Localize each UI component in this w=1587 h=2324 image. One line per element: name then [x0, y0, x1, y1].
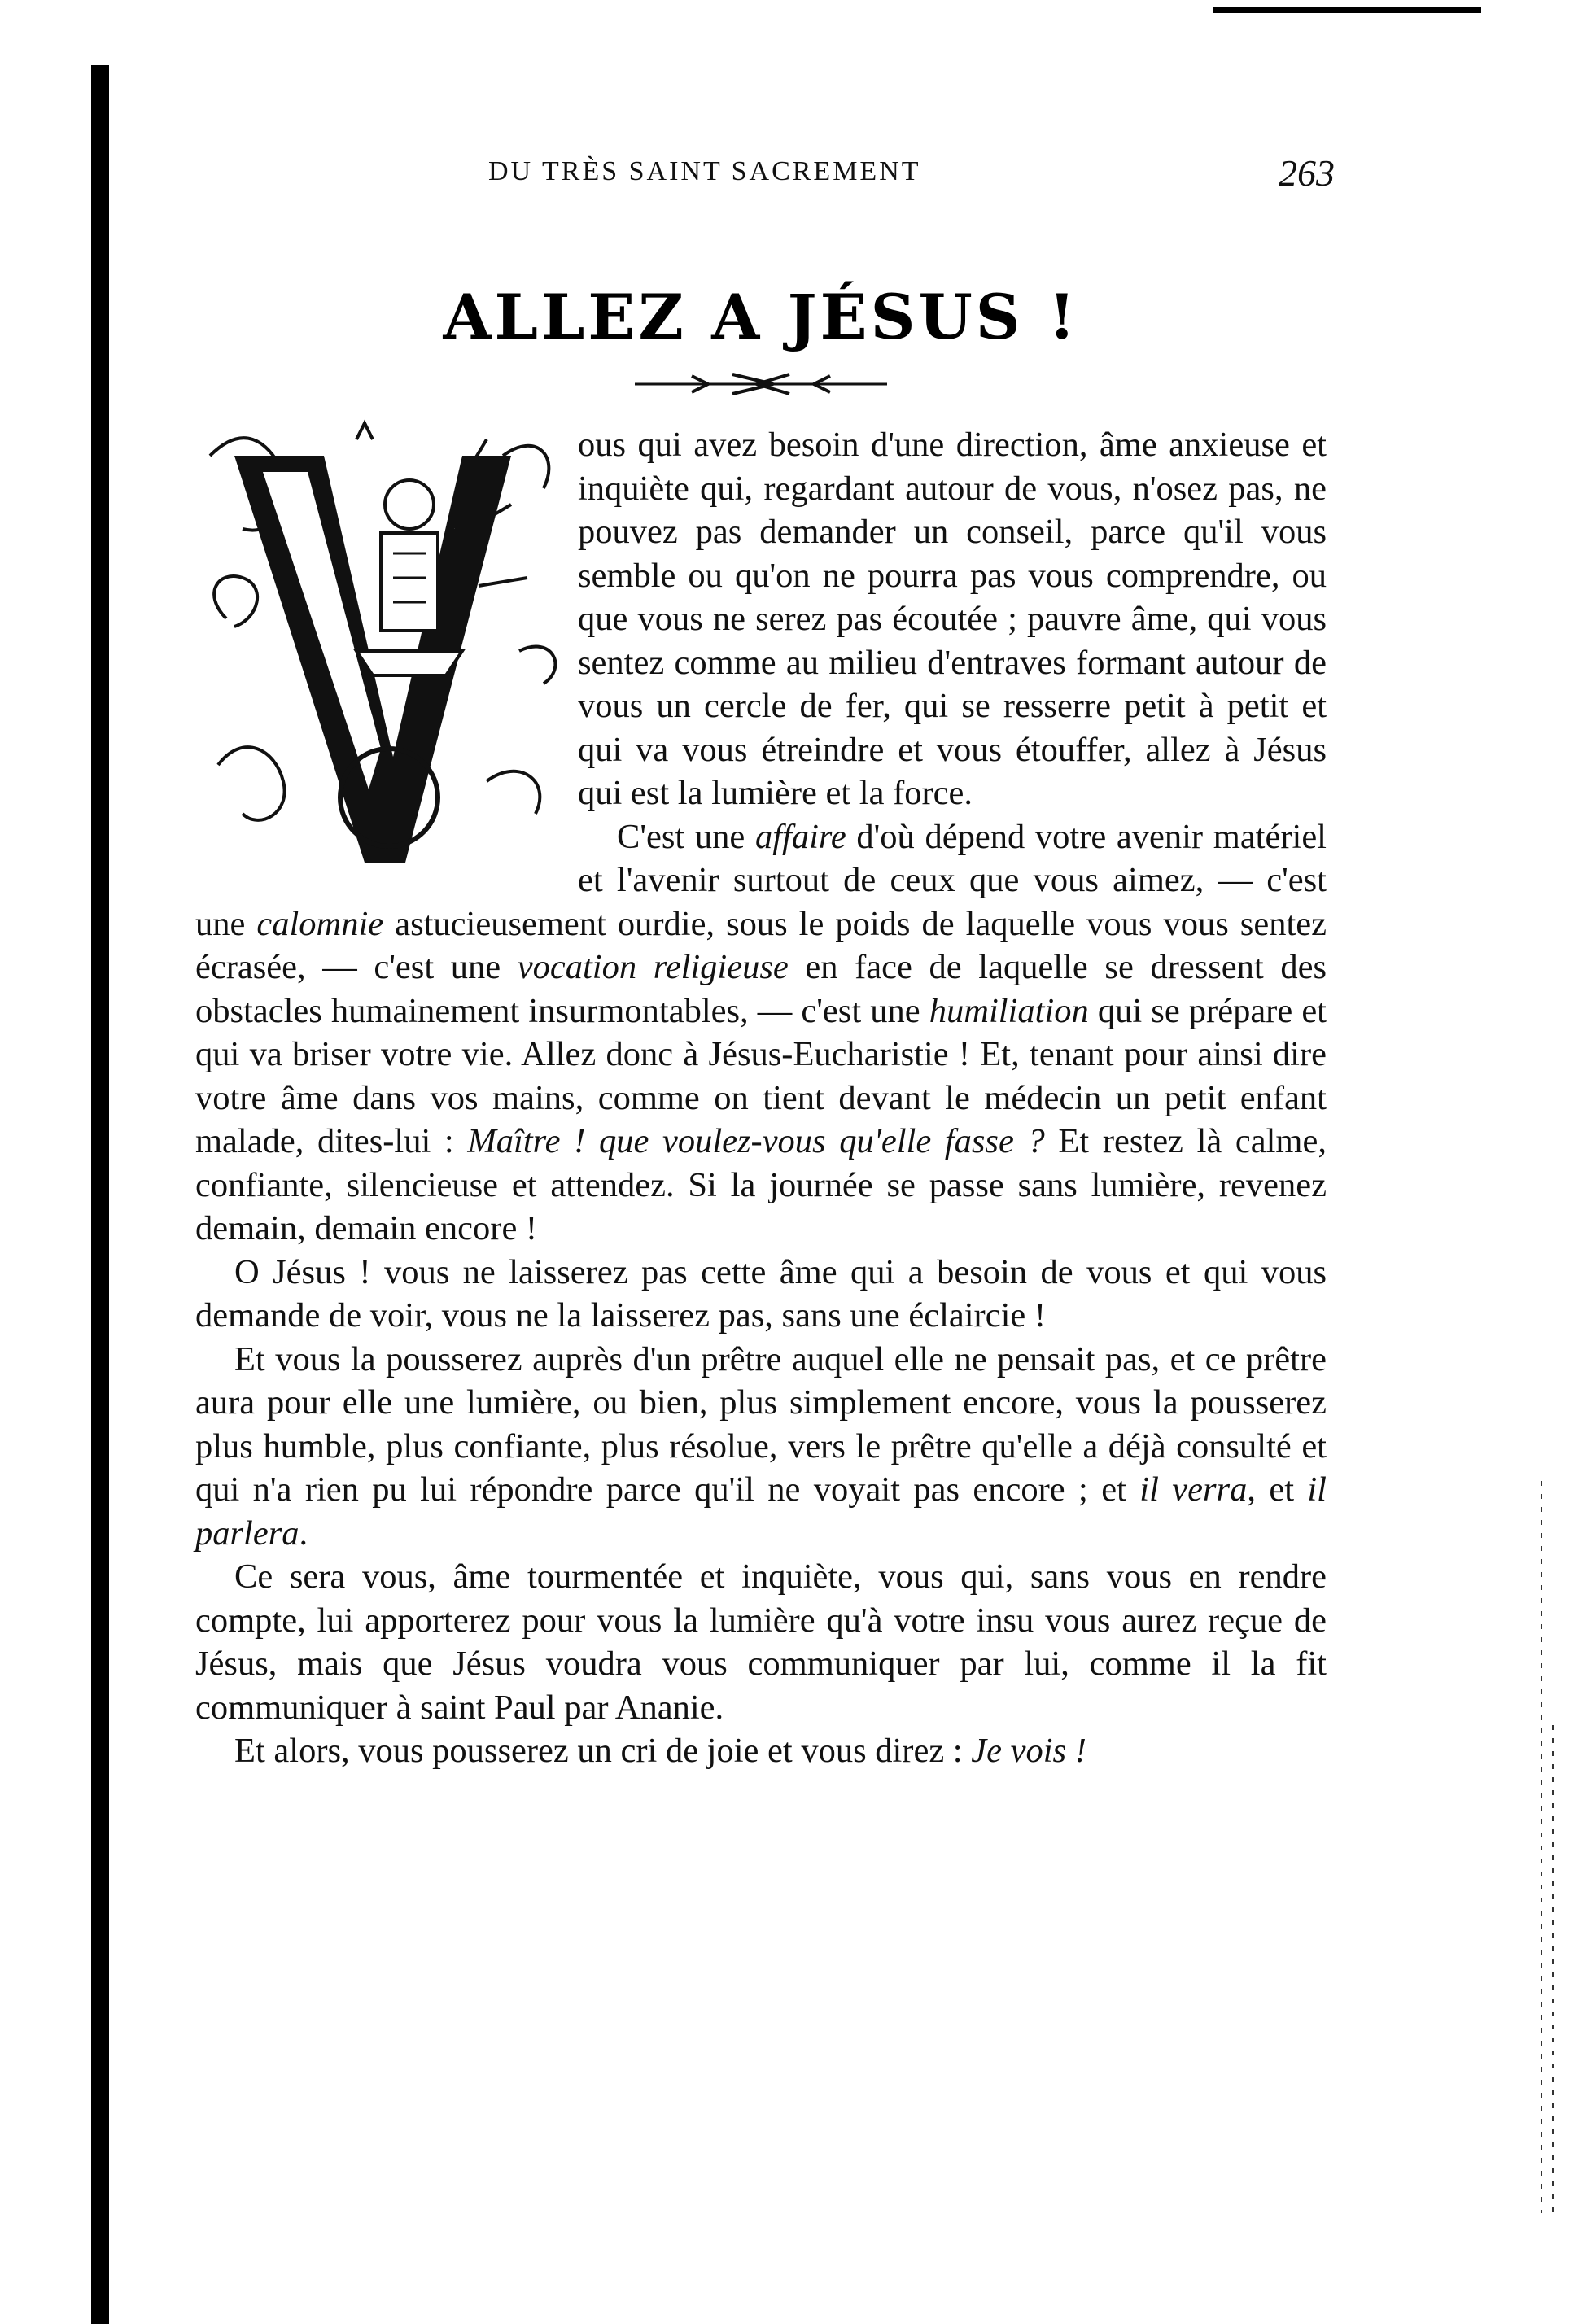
p6-a: Et alors, vous pousserez un cri de joie et vous direz :	[234, 1732, 972, 1770]
p2-f: Et restez là calme, confiante, silencieuse et attendez. Si la journée se passe sans lumière, revenez demain, demain encore !	[195, 1122, 1327, 1247]
scan-top-rule	[1213, 7, 1481, 13]
page-number: 263	[1279, 152, 1335, 194]
body-text	[195, 423, 1327, 1773]
running-head: DU TRÈS SAINT SACREMENT	[488, 156, 921, 186]
p4-c: .	[299, 1514, 308, 1553]
title-ornament	[627, 366, 895, 399]
p2-italic-affaire: affaire	[754, 817, 846, 856]
scan-edge-marks	[1537, 1481, 1561, 2213]
p2-italic-vocation: vocation religieuse	[517, 948, 789, 986]
p2-italic-calomnie: calomnie	[256, 904, 384, 943]
p4-b: , et	[1247, 1470, 1308, 1509]
p4-a: Et vous la pousserez auprès d'un prêtre auquel elle ne pensait pas, et ce prêtre aura pour elle une lumière, ou bien, plus simplement encore, vous la pousserez plus humble, plus confiante, plus résolue, vers le prêtre qu'elle a déjà consulté et qui n'a rien pu lui répondre parce qu'il ne voyait pas encore ; et	[195, 1339, 1327, 1509]
page-header	[488, 152, 1335, 205]
p2-italic-question: Maître ! que voulez-vous qu'elle fasse ?	[467, 1122, 1045, 1160]
paragraph-4	[195, 1338, 1327, 1556]
dropcap-spacer	[195, 423, 571, 863]
p2-d: en face de laquelle se dressent des obstacles humainement insurmontables, — c'est une	[195, 948, 1327, 1030]
chapter-title: ALLEZ A JÉSUS !	[443, 281, 1079, 353]
p6-italic-je-vois: Je vois !	[971, 1732, 1086, 1770]
p2-italic-humiliation: humiliation	[929, 991, 1089, 1030]
svg-text:V: V	[454, 529, 455, 530]
p4-italic-verra: il verra	[1139, 1470, 1248, 1509]
paragraph-1	[195, 423, 1327, 815]
p2-c: astucieusement ourdie, sous le poids de laquelle vous vous sentez écrasée, — c'est une	[195, 904, 1327, 986]
p2-a: C'est une	[617, 817, 755, 856]
paragraph-6	[195, 1729, 1327, 1773]
binding-edge	[91, 65, 109, 2324]
p1-text: ous qui avez besoin d'une direction, âme anxieuse et inquiète qui, regardant autour de vous, n'osez pas, ne pouvez pas demander un conseil, parce qu'il vous semble ou qu'on ne pourra pas vous comprendre, ou que vous ne serez pas écoutée ; pauvre âme, qui vous sentez comme au milieu d'entraves formant autour de vous un cercle de fer, qui se resserre petit à petit et qui va vous étreindre et vous étouffer, allez à Jésus qui est la lumière et la force.	[578, 426, 1327, 812]
paragraph-2	[195, 815, 1327, 1251]
paragraph-3: O Jésus ! vous ne laisserez pas cette âme qui a besoin de vous et qui vous demande de voir, vous ne la laisserez pas, sans une éclaircie !	[195, 1252, 1327, 1335]
p4-italic-parlera: il parlera	[195, 1470, 1327, 1553]
p2-e: qui se prépare et qui va briser votre vie. Allez donc à Jésus-Eucharistie ! Et, tenant pour ainsi dire votre âme dans vos mains, comme on tient devant le médecin un petit enfant malade, dites-lui :	[195, 991, 1327, 1160]
p2-b: d'où dépend votre avenir matériel et l'avenir surtout de ceux que vous aimez, — c'est une	[195, 817, 1327, 943]
paragraph-5: Ce sera vous, âme tourmentée et inquiète, vous qui, sans vous en rendre compte, lui apporterez pour vous la lumière qu'à votre insu vous aurez reçue de Jésus, mais que Jésus voudra vous communiquer par lui, comme il la fit communiquer à saint Paul par Ananie.	[195, 1557, 1327, 1727]
